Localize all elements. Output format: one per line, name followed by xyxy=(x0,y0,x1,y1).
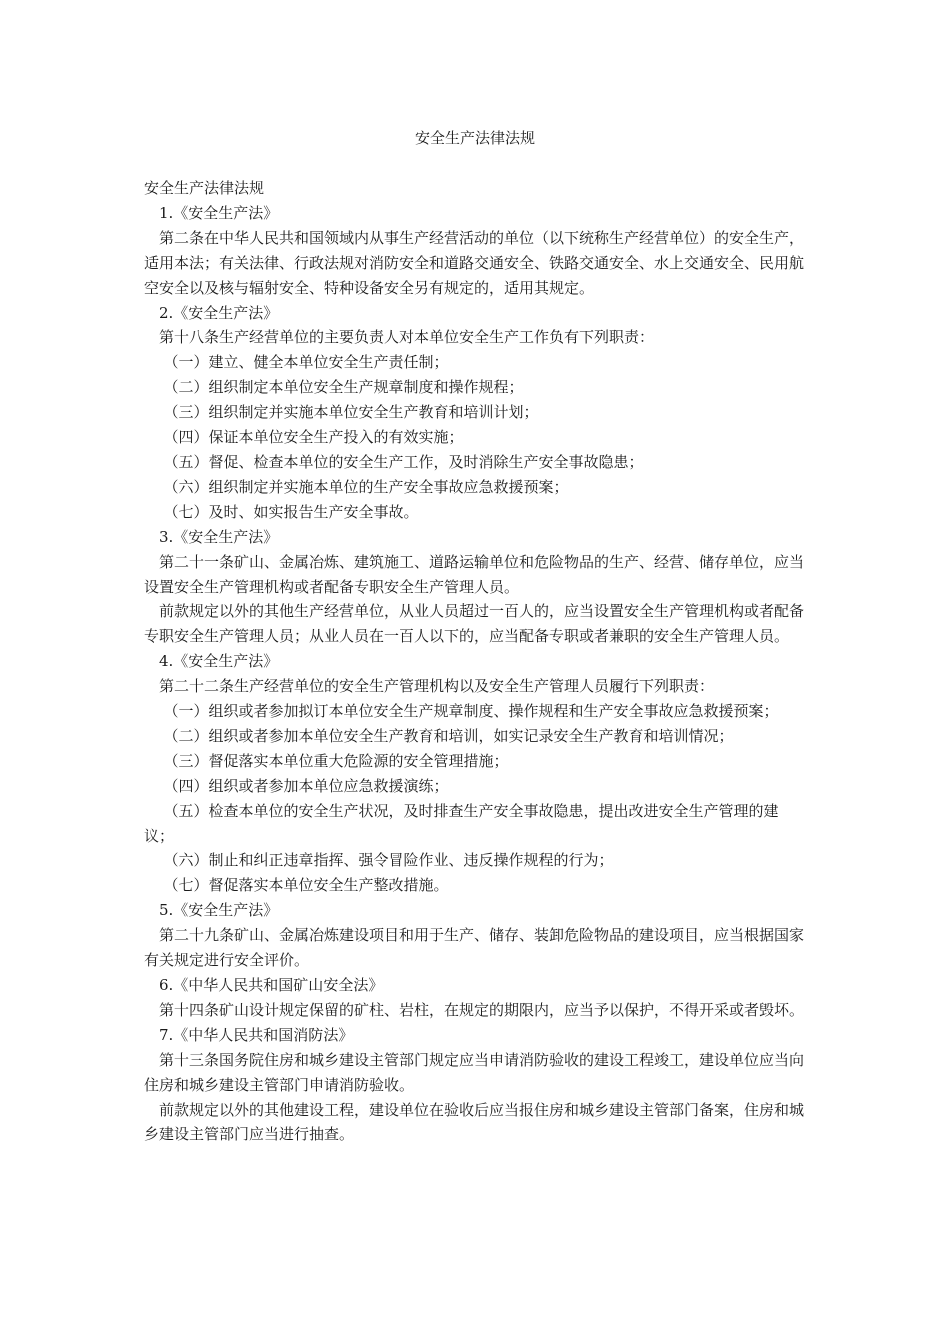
paragraph: （七）及时、如实报告生产安全事故。 xyxy=(163,502,419,521)
paragraph: （四）保证本单位安全生产投入的有效实施； xyxy=(163,428,464,447)
paragraph: （六）组织制定并实施本单位的生产安全事故应急救援预案； xyxy=(163,477,569,496)
paragraph: 2.《安全生产法》 xyxy=(159,303,279,322)
paragraph: 第十四条矿山设计规定保留的矿柱、岩柱，在规定的期限内，应当予以保护，不得开采或者毁坏。 xyxy=(159,1000,805,1019)
paragraph: 第十三条国务院住房和城乡建设主管部门规定应当申请消防验收的建设工程竣工，建设单位应当向住房和城乡建设主管部门申请消防验收。 xyxy=(144,1050,805,1094)
paragraph: 第二十一条矿山、金属冶炼、建筑施工、道路运输单位和危险物品的生产、经营、储存单位，应当设置安全生产管理机构或者配备专职安全生产管理人员。 xyxy=(144,552,805,596)
paragraph: 5.《安全生产法》 xyxy=(159,901,279,920)
paragraph: 第二十二条生产经营单位的安全生产管理机构以及安全生产管理人员履行下列职责： xyxy=(159,677,715,696)
paragraph: 7.《中华人民共和国消防法》 xyxy=(159,1025,354,1044)
document-body xyxy=(144,176,804,1147)
paragraph: （三）组织制定并实施本单位安全生产教育和培训计划； xyxy=(163,403,539,422)
paragraph: 第十八条生产经营单位的主要负责人对本单位安全生产工作负有下列职责： xyxy=(159,328,655,347)
paragraph: （五）检查本单位的安全生产状况，及时排查生产安全事故隐患，提出改进安全生产管理的建议； xyxy=(144,801,779,845)
paragraph: （六）制止和纠正违章指挥、强令冒险作业、违反操作规程的行为； xyxy=(163,851,614,870)
paragraph: 前款规定以外的其他建设工程，建设单位在验收后应当报住房和城乡建设主管部门备案，住房和城乡建设主管部门应当进行抽查。 xyxy=(144,1100,805,1144)
paragraph: 6.《中华人民共和国矿山安全法》 xyxy=(159,976,384,994)
paragraph: （二）组织制定本单位安全生产规章制度和操作规程； xyxy=(163,378,524,397)
paragraph: （五）督促、检查本单位的安全生产工作，及时消除生产安全事故隐患； xyxy=(163,452,644,471)
paragraph: 安全生产法律法规 xyxy=(144,179,265,197)
paragraph: 第二十九条矿山、金属冶炼建设项目和用于生产、储存、装卸危险物品的建设项目，应当根据国家有关规定进行安全评价。 xyxy=(144,926,805,970)
paragraph: 第二条在中华人民共和国领域内从事生产经营活动的单位（以下统称生产经营单位）的安全生产，适用本法；有关法律、行政法规对消防安全和道路交通安全、铁路交通安全、水上交通安全、民用航空安全以及核与辐射安全、特种设备安全另有规定的，适用其规定。 xyxy=(144,228,805,297)
paragraph: 4.《安全生产法》 xyxy=(159,652,279,671)
paragraph: （七）督促落实本单位安全生产整改措施。 xyxy=(163,876,449,895)
paragraph: 前款规定以外的其他生产经营单位，从业人员超过一百人的，应当设置安全生产管理机构或者配备专职安全生产管理人员；从业人员在一百人以下的，应当配备专职或者兼职的安全生产管理人员。 xyxy=(144,602,805,646)
paragraph: 3.《安全生产法》 xyxy=(159,527,279,546)
paragraph: （一）组织或者参加拟订本单位安全生产规章制度、操作规程和生产安全事故应急救援预案； xyxy=(163,702,779,721)
paragraph: （二）组织或者参加本单位安全生产教育和培训，如实记录安全生产教育和培训情况； xyxy=(163,726,734,745)
paragraph: （一）建立、健全本单位安全生产责任制； xyxy=(163,353,449,372)
document-title: 安全生产法律法规 xyxy=(414,129,535,147)
paragraph: （三）督促落实本单位重大危险源的安全管理措施； xyxy=(163,751,509,770)
paragraph: 1.《安全生产法》 xyxy=(159,203,279,222)
paragraph: （四）组织或者参加本单位应急救援演练； xyxy=(163,776,449,795)
